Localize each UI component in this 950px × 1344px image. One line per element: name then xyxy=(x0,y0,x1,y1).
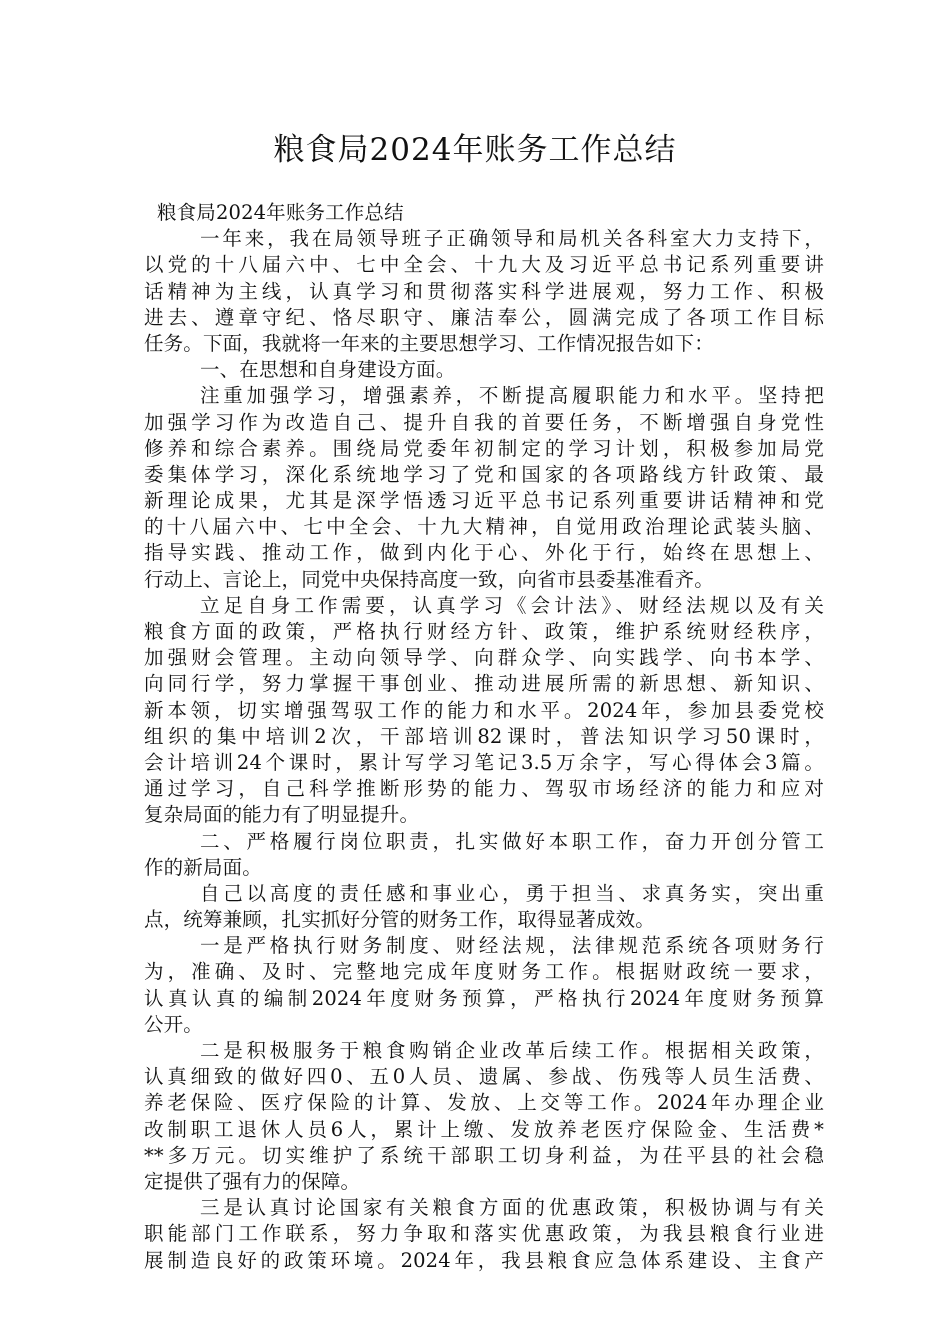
text-line: 委集体学习，深化系统地学习了党和国家的各项路线方针政策、最 xyxy=(144,462,824,486)
text-line: 以党的十八届六中、七中全会、十九大及习近平总书记系列重要讲 xyxy=(144,253,824,277)
text-line: 认真认真的编制2024年度财务预算，严格执行2024年度财务预算 xyxy=(144,986,824,1010)
section-heading: 作的新局面。 xyxy=(144,855,262,879)
text-line: 会计培训24个课时，累计写学习笔记3.5万余字，写心得体会3篇。 xyxy=(144,750,824,774)
text-line: 为，准确、及时、完整地完成年度财务工作。根据财政统一要求， xyxy=(144,960,824,984)
text-line: 加强财会管理。主动向领导学、向群众学、向实践学、向书本学、 xyxy=(144,646,824,670)
text-line: 指导实践、推动工作，做到内化于心、外化于行，始终在思想上、 xyxy=(144,541,824,565)
text-line: 修养和综合素养。围绕局党委年初制定的学习计划，积极参加局党 xyxy=(144,436,824,460)
text-line: 养老保险、医疗保险的计算、发放、上交等工作。2024年办理企业 xyxy=(144,1091,824,1115)
text-line: 粮食方面的政策，严格执行财经方针、政策，维护系统财经秩序， xyxy=(144,620,824,643)
text-line: 向同行学，努力掌握干事创业、推动进展所需的新思想、新知识、 xyxy=(144,672,824,696)
document-title: 粮食局2024年账务工作总结 xyxy=(273,132,677,168)
text-line: 三是认真讨论国家有关粮食方面的优惠政策，积极协调与有关 xyxy=(200,1196,824,1220)
text-line: 新本领，切实增强驾驭工作的能力和水平。2024年，参加县委党校 xyxy=(144,698,824,722)
text-line: 组织的集中培训2次，干部培训82课时，普法知识学习50课时， xyxy=(144,724,824,748)
section-heading: 二、严格履行岗位职责，扎实做好本职工作，奋力开创分管工 xyxy=(200,829,824,853)
text-line: 定提供了强有力的保障。 xyxy=(144,1169,361,1193)
text-line: 通过学习，自己科学推断形势的能力、驾驭市场经济的能力和应对 xyxy=(144,777,824,801)
text-line: 加强学习作为改造自己、提升自我的首要任务，不断增强自身党性 xyxy=(144,410,824,434)
text-line: 一年来，我在局领导班子正确领导和局机关各科室大力支持下， xyxy=(200,227,824,251)
text-line: **多万元。切实维护了系统干部职工切身利益，为茌平县的社会稳 xyxy=(144,1143,824,1167)
document-subtitle: 粮食局2024年账务工作总结 xyxy=(157,201,404,224)
text-line: 改制职工退休人员6人，累计上缴、发放养老医疗保险金、生活费* xyxy=(144,1117,824,1141)
text-line: 任务。下面，我就将一年来的主要思想学习、工作情况报告如下： xyxy=(144,331,714,355)
text-line: 复杂局面的能力有了明显提升。 xyxy=(144,803,420,827)
text-line: 公开。 xyxy=(144,1012,203,1036)
text-line: 自己以高度的责任感和事业心，勇于担当、求真务实，突出重 xyxy=(200,881,824,905)
text-line: 展制造良好的政策环境。2024年，我县粮食应急体系建设、主食产 xyxy=(144,1248,824,1272)
text-line: 立足自身工作需要，认真学习《会计法》、财经法规以及有关 xyxy=(200,593,824,617)
section-heading: 一、在思想和自身建设方面。 xyxy=(200,358,456,382)
text-line: 二是积极服务于粮食购销企业改革后续工作。根据相关政策， xyxy=(200,1039,824,1062)
text-line: 的十八届六中、七中全会、十九大精神，自觉用政治理论武装头脑、 xyxy=(144,515,824,539)
text-line: 行动上、言论上，同党中央保持高度一致，向省市县委基准看齐。 xyxy=(144,567,714,591)
document-body xyxy=(144,200,824,1274)
text-line: 点，统筹兼顾，扎实抓好分管的财务工作，取得显著成效。 xyxy=(144,908,655,932)
text-line: 新理论成果，尤其是深学悟透习近平总书记系列重要讲话精神和党 xyxy=(144,489,824,513)
text-line: 职能部门工作联系，努力争取和落实优惠政策，为我县粮食行业进 xyxy=(144,1222,824,1246)
text-line: 一是严格执行财务制度、财经法规，法律规范系统各项财务行 xyxy=(200,934,824,958)
text-line: 注重加强学习，增强素养，不断提高履职能力和水平。坚持把 xyxy=(200,384,824,408)
text-line: 认真细致的做好四0、五0人员、遗属、参战、伤残等人员生活费、 xyxy=(144,1065,824,1089)
text-line: 进去、遵章守纪、恪尽职守、廉洁奉公，圆满完成了各项工作目标 xyxy=(144,305,824,329)
text-line: 话精神为主线，认真学习和贯彻落实科学进展观，努力工作、积极 xyxy=(144,279,824,303)
